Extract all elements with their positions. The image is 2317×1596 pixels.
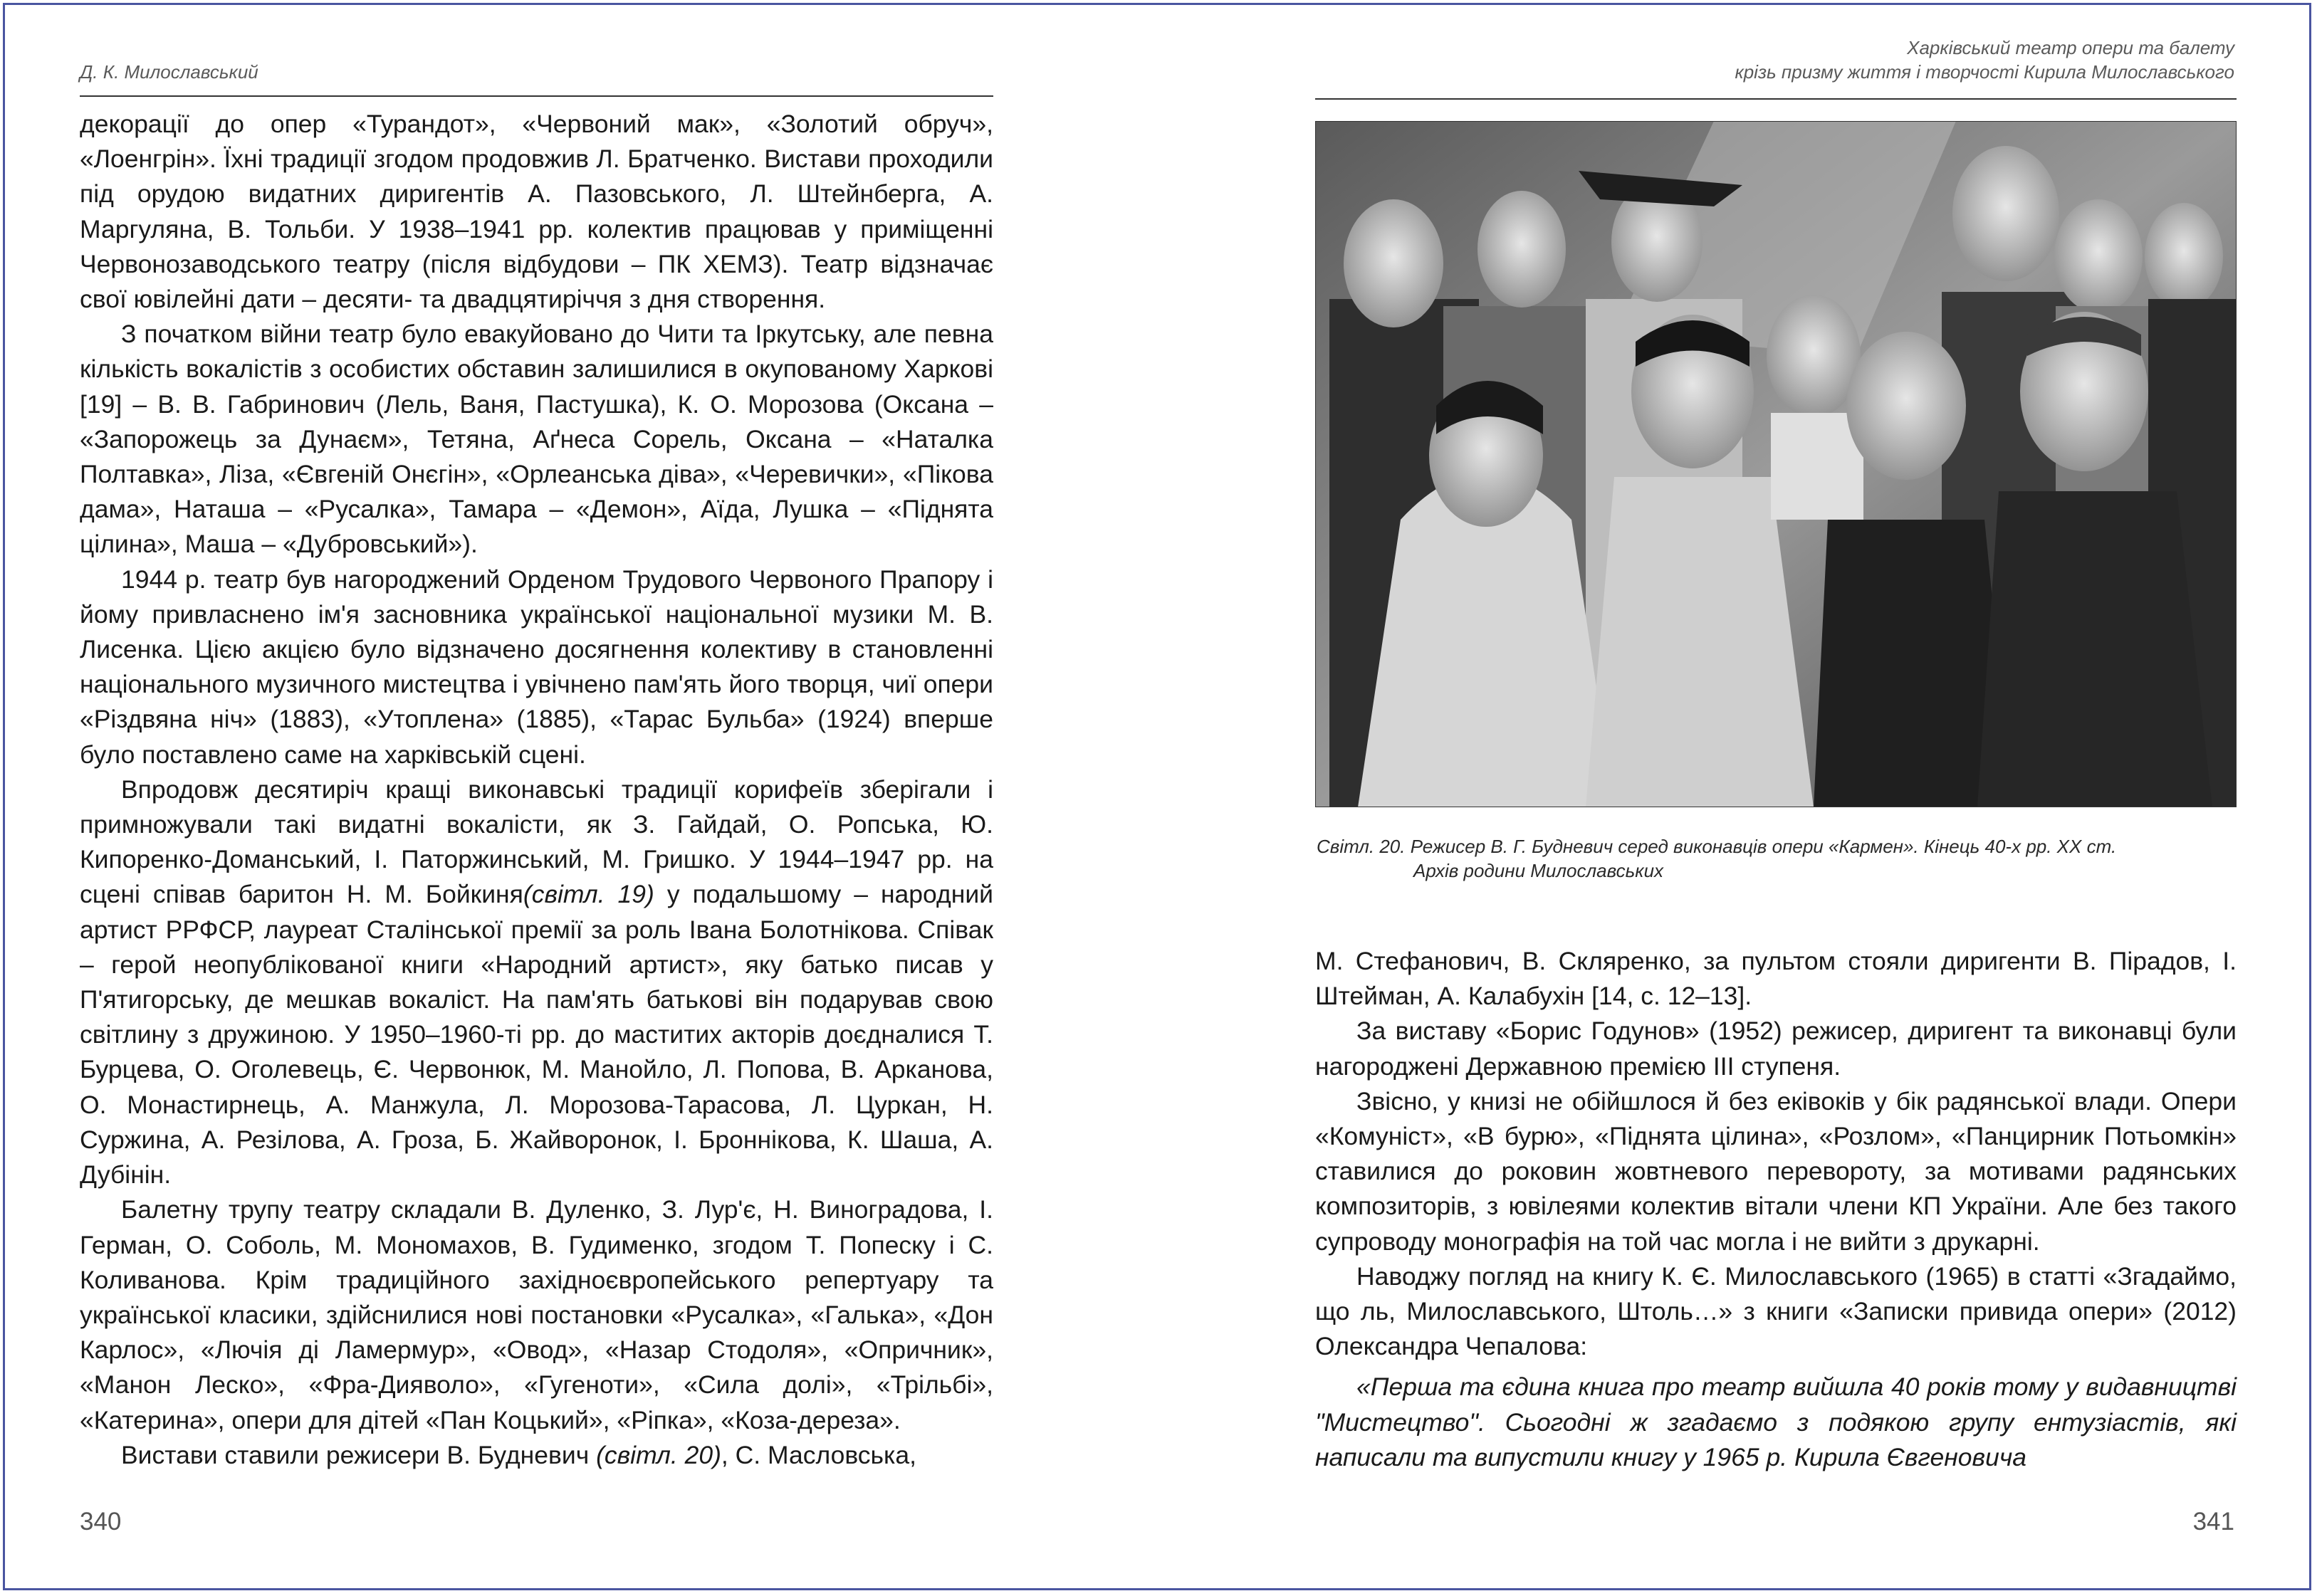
paragraph: Балетну трупу театру складали В. Дуленко, З. Лур'є, Н. Виноградова, І. Герман, О. Соболь, М. Мономахов, В. Гудименко, згодом Т. Попеску і С. Коливанова. Крім традиційного західноєвропейського репертуару та української класики, здійснилися нові постановки «Русалка», «Галька», «Дон Карлос», «Лючія ді Ламермур», «Овод», «Назар Стодоля», «Опричник», «Манон Леско», «Фра-Дияволо», «Гугеноти», «Сила долі», «Трільбі», «Катерина», опери для дітей «Пан Коцький», «Ріпка», «Коза-дереза». [80,1195,993,1434]
group-photo [1315,121,2237,807]
quote-paragraph: «Перша та єдина книга про театр вийшла 40 років тому у видавництві "Мистецтво". Сьогодні ж згадаємо з подякою групу ентузіастів, які написали та випустили книгу у 1965 р. Кирила Євгеновича [1315,1372,2237,1471]
header-rule-right [1315,98,2237,100]
paragraph [80,772,993,1192]
running-head-right [1735,36,2234,84]
running-head-line: крізь призму життя і творчості Кирила Милославського [1735,61,2234,83]
paragraph: Наводжу погляд на книгу К. Є. Милославського (1965) в статті «Згадаймо, що ль, Милославського, Штоль…» з книги «Записки привида опери» (2012) Олександра Чепалова: [1315,1261,2237,1361]
photo-image [1315,121,2237,807]
photo-reference-20: (світл. 20) [596,1440,721,1469]
right-body-text [1315,944,2237,1475]
paragraph: М. Стефанович, В. Скляренко, за пультом стояли диригенти В. Пірадов, І. Штейман, А. Калабухін [14, с. 12–13]. [1315,947,2237,1011]
paragraph [80,1438,993,1473]
left-body-text [80,107,993,1473]
caption-source: Архів родини Милославських [1413,860,1664,881]
paragraph-text: Впродовж десятиріч кращі виконавські традиції корифеїв зберігали і примножували такі видатні вокалісти, як З. Гайдай, О. Ропська, Ю. Кипоренко-Доманський, І. Паторжинський, М. Гришко. У 1944–1947 рр. на сцені співав баритон Н. М. Бойкиня [80,775,993,909]
header-rule-left [80,95,993,97]
paragraph-text: у подальшому – народний артист РРФСР, лауреат Сталінської премії за роль Івана Болотнікова. Співак – герой неопублікованої книги «Народний артист», яку батько писав у П'ятигорську, де мешкав вокаліст. На пам'ять батькові він подарував свою світлину з дружиною. У 1950–1960-ті рр. до маститих акторів доєдналися Т. Бурцева, О. Оголевець, Є. Червонюк, М. Манойло, Л. Попова, В. Арканова, О. Монастирнець, А. Манжула, Л. Морозова-Тарасова, Л. Цуркан, Н. Суржина, А. Резілова, А. Гроза, Б. Жайворонок, І. Броннікова, К. Шаша, А. Дубінін. [80,880,993,1190]
page-number-right: 341 [2192,1508,2234,1535]
running-head-left: Д. К. Милославський [80,61,258,83]
running-head-line: Харківський театр опери та балету [1907,37,2234,58]
photo-reference-19: (світл. 19) [523,880,654,909]
paragraph: 1944 р. театр був нагороджений Орденом Трудового Червоного Прапору і йому привласнено ім'я засновника української національної музики М. В. Лисенка. Цією акцією було відзначено досягнення колективу в становленні національного музичного мистецтва і увічнено пам'ять його творця, чиї опери «Різдвяна ніч» (1883), «Утоплена» (1885), «Тарас Бульба» (1924) вперше було поставлено саме на харківській сцені. [80,565,993,769]
paragraph: декорації до опер «Турандот», «Червоний мак», «Золотий обруч», «Лоенгрін». Їхні традиції згодом продовжив Л. Братченко. Вистави проходили під орудою видатних диригентів А. Пазовського, Л. Штейнберга, А. Маргуляна, В. Тольби. У 1938–1941 рр. колектив працював у приміщенні Червонозаводського театру (після відбудови – ПК ХЕМЗ). Театр відзначає свої ювілейні дати – десяти- та двадцятиріччя з дня створення. [80,110,993,314]
paragraph-text: , С. Масловська, [721,1440,916,1469]
right-page [1158,0,2317,1596]
paragraph: За виставу «Борис Годунов» (1952) режисер, диригент та виконавці були нагороджені Державною премією ІІІ ступеня. [1315,1017,2237,1081]
paragraph: З початком війни театр було евакуйовано до Чити та Іркутську, але певна кількість вокалістів з особистих обставин залишилися в окупованому Харкові [19] – В. В. Габринович (Лель, Ваня, Пастушка), К. О. Морозова (Оксана – «Запорожець за Дунаєм», Тетяна, Аґнеса Сорель, Оксана – «Наталка Полтавка», Ліза, «Євгеній Онєгін», «Орлеанська діва», «Черевички», «Пікова дама», Наташа – «Русалка», Тамара – «Демон», Аїда, Лушка – «Піднята цілина», Маша – «Дубровський»). [80,320,993,559]
page-number-left: 340 [80,1508,122,1535]
caption-line: Світл. 20. Режисер В. Г. Будневич серед виконавців опери «Кармен». Кінець 40-х рр. ХХ ст. [1317,836,2117,857]
paragraph-text: Вистави ставили режисери В. Будневич [121,1440,597,1469]
photo-caption [1317,834,2242,883]
paragraph: Звісно, у книзі не обійшлося й без еківоків у бік радянської влади. Опери «Комуніст», «В бурю», «Піднята цілина», «Розлом», «Панцирник Потьомкін» ставилися до роковин жовтневого перевороту, за мотивами радянських композиторів, з ювілеями колектив вітали члени КП України. Але без такого супроводу монографія на той час могла і не вийти з друкарні. [1315,1086,2237,1256]
left-page [0,0,1158,1596]
